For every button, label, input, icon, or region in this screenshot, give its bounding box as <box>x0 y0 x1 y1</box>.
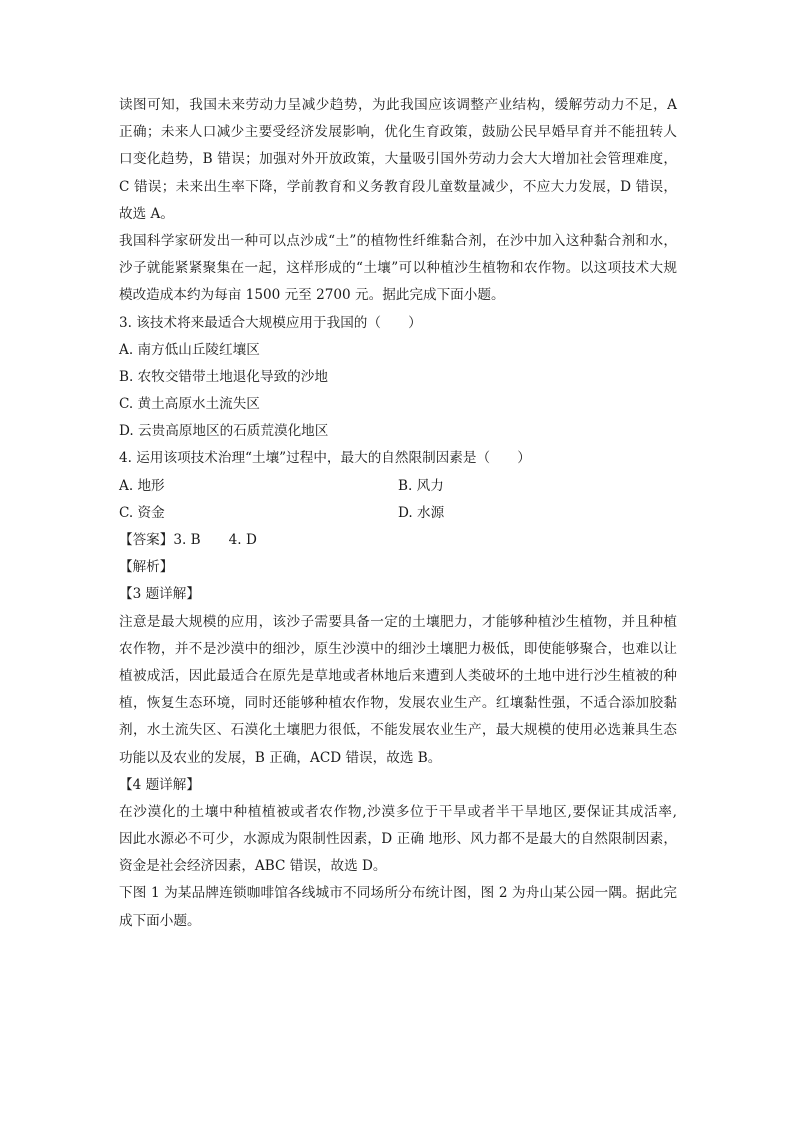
document-page <box>119 92 677 935</box>
question-option: A. 地形 <box>119 477 165 494</box>
text-line: 下图 1 为某品牌连锁咖啡馆各线城市不同场所分布统计图，图 2 为舟山某公园一隅。据此完 <box>119 885 677 902</box>
text-line: 因此水源必不可少，水源成为限制性因素，D 正确 地形、风力都不是最大的自然限制因素， <box>119 831 677 848</box>
detail-4 <box>119 772 677 881</box>
next-material-paragraph <box>119 880 677 934</box>
question-option: D. 云贵高原地区的石质荒漠化地区 <box>119 423 329 440</box>
answer-3: 3. B <box>173 532 201 548</box>
text-line: 植被成活，因此最适合在原先是草地或者林地后来遭到人类破坏的土地中进行沙生植被的种 <box>119 667 677 684</box>
text-line: 在沙漠化的土壤中种植植被或者农作物,沙漠多位于干旱或者半干旱地区,要保证其成活率, <box>119 803 677 820</box>
question-option: A. 南方低山丘陵红壤区 <box>119 341 260 358</box>
text-line: 剂，水土流失区、石漠化土壤肥力很低，不能发展农业生产，最大规模的使用必选兼具生态 <box>119 722 677 739</box>
question-4 <box>119 445 677 527</box>
detail-3 <box>119 581 677 771</box>
detail-label: 【3 题详解】 <box>119 586 200 603</box>
text-line: 植，恢复生态环境，同时还能够种植农作物，发展农业生产。红壤黏性强，不适合添加胶黏 <box>119 695 677 712</box>
text-line: 农作物，并不是沙漠中的细沙，原生沙漠中的细沙土壤肥力极低，即使能够聚合，也难以让 <box>119 640 677 657</box>
question-stem: 4. 运用该项技术治理“土壤”过程中，最大的自然限制因素是（ ） <box>119 450 531 467</box>
text-line: 正确；未来人口减少主要受经济发展影响，优化生育政策，鼓励公民早婚早育并不能扭转人 <box>119 124 677 141</box>
text-line: 资金是社会经济因素，ABC 错误，故选 D。 <box>119 858 387 875</box>
answer-4: 4. D <box>228 532 257 548</box>
explanation-paragraph <box>119 92 677 228</box>
analysis-label: 【解析】 <box>119 559 174 576</box>
question-option: B. 风力 <box>398 477 444 494</box>
text-line: 我国科学家研发出一种可以点沙成“土”的植物性纤维黏合剂，在沙中加入这种黏合剂和水， <box>119 232 677 249</box>
option-row <box>119 500 677 527</box>
question-stem: 3. 该技术将来最适合大规模应用于我国的（ ） <box>119 314 422 331</box>
material-paragraph <box>119 228 677 310</box>
question-option: C. 资金 <box>119 504 165 521</box>
question-option: D. 水源 <box>398 504 445 521</box>
question-option: B. 农牧交错带土地退化导致的沙地 <box>119 368 328 385</box>
text-line: 模改造成本约为每亩 1500 元至 2700 元。据此完成下面小题。 <box>119 287 505 304</box>
text-line: 口变化趋势，B 错误；加强对外开放政策，大量吸引国外劳动力会大大增加社会管理难度， <box>119 151 677 168</box>
text-line: 注意是最大规模的应用，该沙子需要具备一定的土壤肥力，才能够种植沙生植物，并且种植 <box>119 613 677 630</box>
detail-label: 【4 题详解】 <box>119 776 200 793</box>
text-line: 读图可知，我国未来劳动力呈减少趋势，为此我国应该调整产业结构，缓解劳动力不足，A <box>119 97 677 113</box>
answer-line <box>119 527 677 554</box>
text-line: 沙子就能紧紧聚集在一起，这样形成的“土壤”可以种植沙生植物和农作物。以这项技术大规 <box>119 260 677 277</box>
text-line: 成下面小题。 <box>119 912 201 929</box>
option-row <box>119 473 677 500</box>
answer-label: 【答案】 <box>119 532 174 548</box>
question-option: C. 黄土高原水土流失区 <box>119 396 260 413</box>
text-line: C 错误；未来出生率下降，学前教育和义务教育段儿童数量减少，不应大力发展，D 错误， <box>119 178 677 195</box>
text-line: 功能以及农业的发展，B 正确，ACD 错误，故选 B。 <box>119 749 442 766</box>
question-3 <box>119 310 677 446</box>
text-line: 故选 A。 <box>119 205 174 222</box>
